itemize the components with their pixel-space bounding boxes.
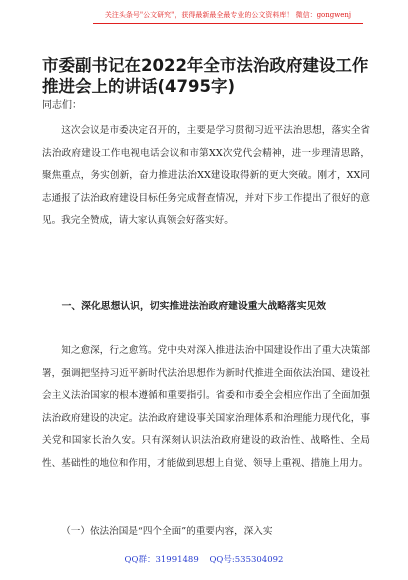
salutation: 同志们： xyxy=(42,100,82,111)
intro-paragraph: 这次会议是市委决定召开的，主要是学习贯彻习近平法治思想，落实全省法治政府建设工作电视电话会议和市第XX次党代会精神，进一步理清思路，聚焦重点，务实创新，奋力推进法治XX建设取得新的更大突破。刚才，XX同志通报了法治政府建设目标任务完成督查情况，并对下步工作提出了很好的意见。我完全赞成，请大家认真领会好落实好。 xyxy=(42,125,370,226)
header-banner: 关注头条号"公文研究"，获得最新最全最专业的公文资料库！ 微信：gongwenj xyxy=(93,11,363,24)
document-title: 市委副书记在2022年全市法治政府建设工作推进会上的讲话(4795字) xyxy=(42,56,369,96)
subsection-paragraph: （一）依法治国是“四个全面”的重要内容，深入实 xyxy=(61,526,273,537)
footer-qq-group: QQ群：31991489 xyxy=(124,555,199,565)
footer-qq-number: QQ号:535304092 xyxy=(209,555,284,565)
body-paragraph: 知之愈深，行之愈笃。党中央对深入推进法治中国建设作出了重大决策部署，强调把坚持习近平新时代法治思想作为新时代推进全面依法治国、建设社会主义法治国家的根本遵循和重要指引。省委和市委全会相应作出了全面加强法治政府建设的决定。法治政府建设事关国家治理体系和治理能力现代化，事关党和国家长治久安。只有深刻认识法治政府建设的政治性、战略性、全局性、基础性的地位和作用，才能做到思想上自觉、领导上重视、措施上用力。 xyxy=(42,345,370,469)
footer xyxy=(0,553,408,565)
section-heading: 一、深化思想认识，切实推进法治政府建设重大战略落实见效 xyxy=(61,301,327,312)
